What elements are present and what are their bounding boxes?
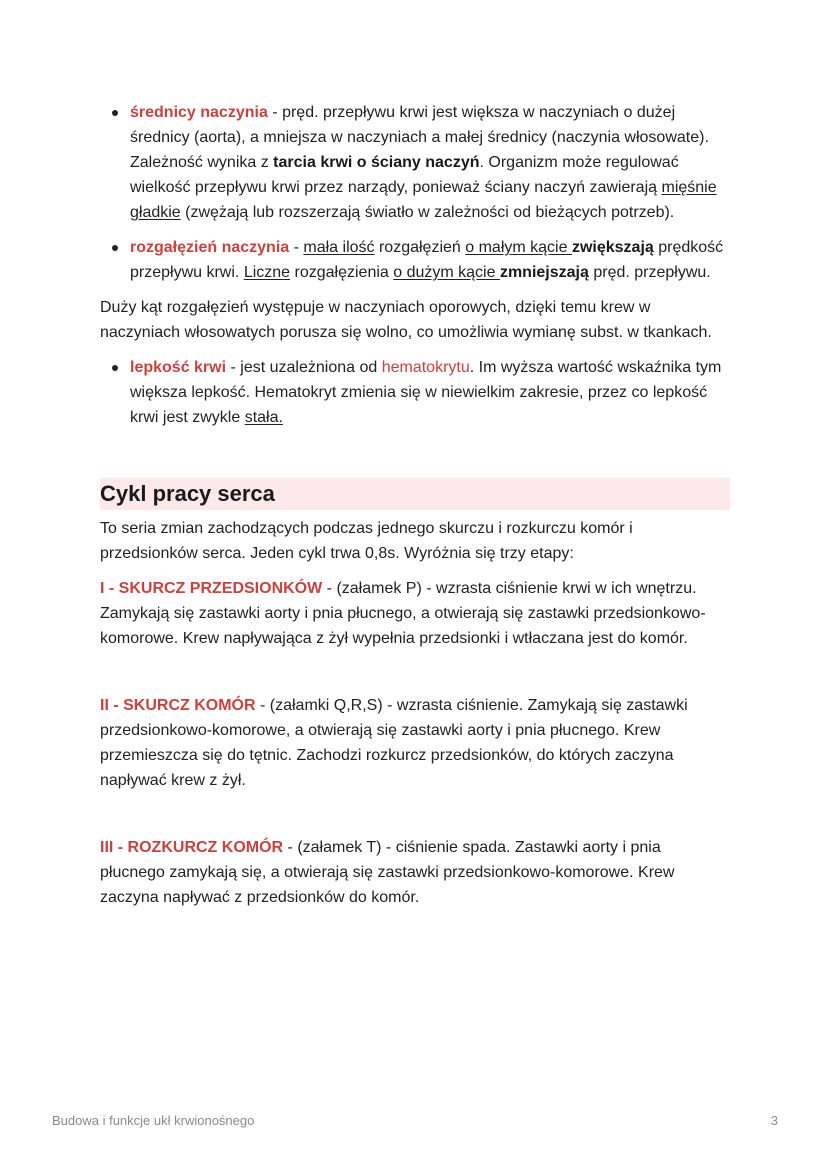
- footer-title: Budowa i funkcje ukł krwionośnego: [52, 1113, 255, 1128]
- intro-paragraph: To seria zmian zachodzących podczas jednego skurczu i rozkurczu komór i przedsionków serca. Jeden cykl trwa 0,8s. Wyróżnia się trzy etapy:: [100, 520, 633, 562]
- term-rozgalezienia: rozgałęzień naczynia: [130, 239, 290, 256]
- item-text: . Organizm może regulować wielkość przepływu krwi przez narządy, ponieważ ściany naczyń zawierają: [130, 154, 679, 196]
- item-text: pręd. przepływu.: [588, 264, 711, 281]
- stage-text: - (załamki Q,R,S) - wzrasta ciśnienie. Zamykają się zastawki przedsionkowo-komorowe, a otwierają się zastawki aorty i pnia płucnego. Krew przemieszcza się do tętnic. Zachodzi rozkurcz przedsionków, do których zaczyna napływać krew z żył.: [100, 697, 688, 789]
- item-text: rozgałęzienia: [290, 264, 394, 281]
- stage-paragraph: [100, 576, 730, 651]
- page-content: [100, 100, 730, 910]
- underlined-text: Liczne: [243, 264, 291, 281]
- item-text: -: [289, 239, 304, 256]
- list-item: [100, 355, 730, 430]
- stage-text: - (załamek T) - ciśnienie spada. Zastawki aorty i pnia płucnego zamykają się, a otwierają się zastawki przedsionkowo-komorowe. Krew zaczyna napływać z przedsionków do komór.: [100, 839, 675, 906]
- stage-label: III - ROZKURCZ KOMÓR: [100, 839, 284, 856]
- underlined-text: o dużym kącie: [393, 264, 500, 281]
- item-text: - pręd. przepływu krwi jest większa w naczyniach o dużej średnicy (aorta), a mniejsza w naczyniach a małej średnicy (naczynia włosowate). Zależność wynika z: [130, 104, 709, 171]
- underlined-text: o małym kącie: [465, 239, 572, 256]
- term-lepkosc: lepkość krwi: [130, 359, 227, 376]
- list-item: [100, 235, 730, 285]
- stage-paragraph: [100, 835, 730, 910]
- bullet-list-top: [100, 100, 730, 285]
- bold-text: zwiększają: [571, 239, 654, 256]
- item-text: . Im wyższa wartość wskaźnika tym większa lepkość. Hematokryt zmienia się w niewielkim zakresie, przez co lepkość krwi jest zwykle: [130, 359, 722, 426]
- bold-text: tarcia krwi o ściany naczyń: [273, 154, 480, 171]
- stage-label: I - SKURCZ PRZEDSIONKÓW: [100, 580, 323, 597]
- stage-label: II - SKURCZ KOMÓR: [100, 697, 256, 714]
- item-text: (zwężają lub rozszerzają światło w zależności od bieżących potrzeb).: [180, 204, 675, 221]
- term-srednica: średnicy naczynia: [130, 104, 268, 121]
- underlined-text: mała ilość: [303, 239, 375, 256]
- stage-paragraph: [100, 693, 730, 793]
- item-text: - jest uzależniona od: [226, 359, 382, 376]
- bullet-list-viscosity: [100, 355, 730, 430]
- stage-text: - (załamek P) - wzrasta ciśnienie krwi w ich wnętrzu. Zamykają się zastawki aorty i pnia płucnego, a otwierają się zastawki przedsionkowo-komorowe. Krew napływająca z żył wypełnia przedsionki i wtłaczana jest do komór.: [100, 580, 706, 647]
- hematokryt-link[interactable]: hematokrytu: [381, 359, 470, 376]
- item-text: rozgałęzień: [374, 239, 466, 256]
- item-text: prędkość przepływu krwi.: [130, 239, 724, 281]
- paragraph-angle: Duży kąt rozgałęzień występuje w naczyniach oporowych, dzięki temu krew w naczyniach włosowatych porusza się wolno, co umożliwia wymianę subst. w tkankach.: [100, 299, 712, 341]
- section-heading: Cykl pracy serca: [100, 478, 730, 510]
- list-item: [100, 100, 730, 225]
- underlined-text: mięśnie gładkie: [130, 179, 717, 221]
- underlined-text: stała.: [244, 409, 283, 426]
- bold-text: zmniejszają: [499, 264, 589, 281]
- page-number: 3: [770, 1113, 778, 1128]
